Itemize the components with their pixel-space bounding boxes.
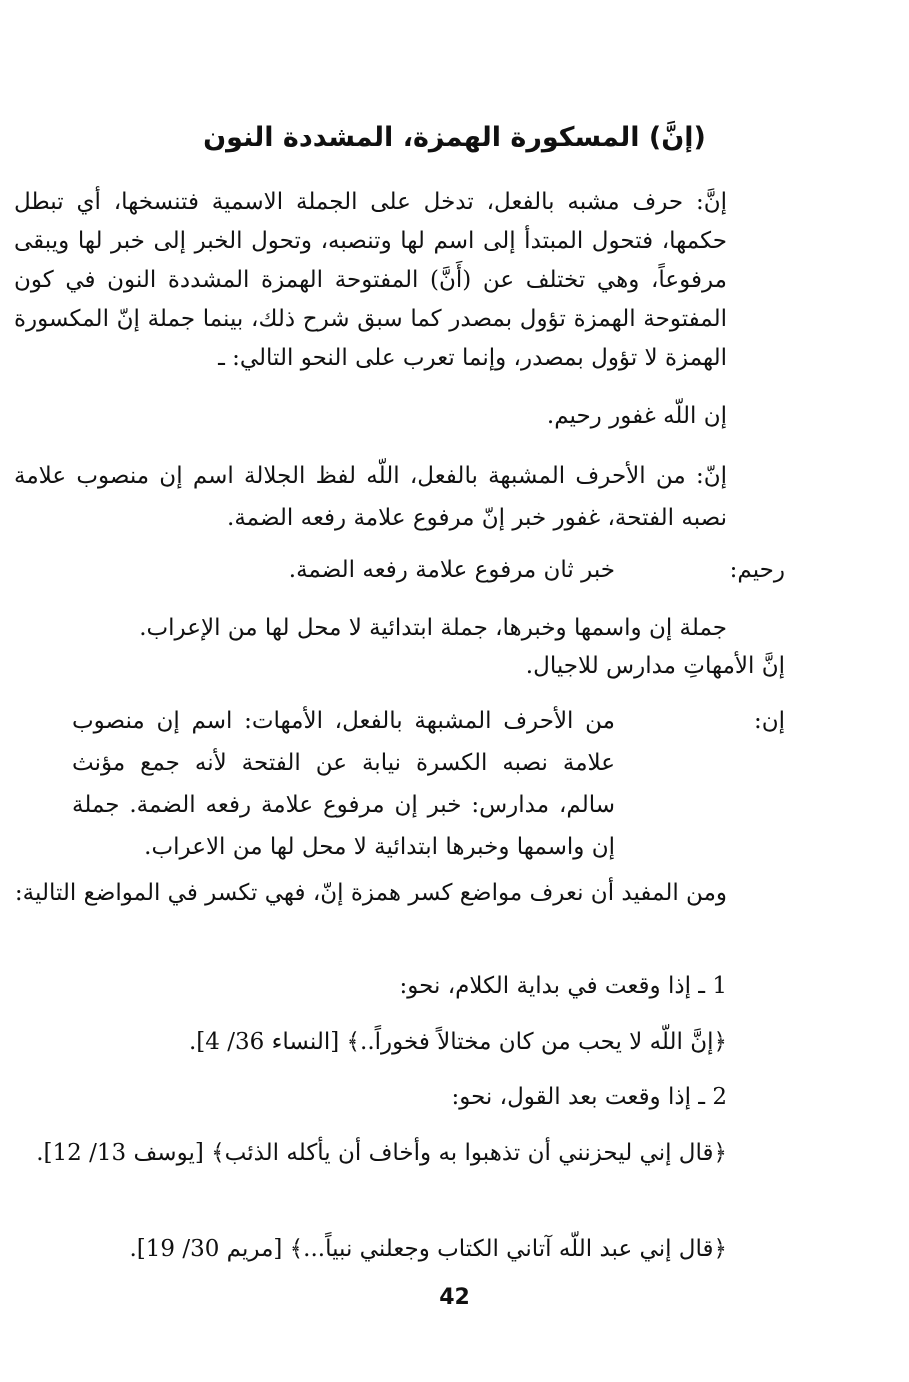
- page-title: (إنَّ) المسكورة الهمزة، المشددة النون: [203, 122, 706, 153]
- quran-verse-2: ﴿قال إني ليحزنني أن تذهبوا به وأخاف أن يأكله الذئب﴾ [يوسف 13/ 12].: [36, 1140, 727, 1166]
- parse-paragraph-2: جملة إن واسمها وخبرها، جملة ابتدائية لا محل لها من الإعراب.: [139, 615, 727, 641]
- parse-row-raheem: [72, 550, 785, 590]
- quran-verse-3: ﴿قال إني عبد اللّه آتاني الكتاب وجعلني نبياً...﴾ [مريم 30/ 19].: [129, 1236, 727, 1262]
- parse-row-inna: [72, 700, 785, 870]
- useful-paragraph: ومن المفيد أن نعرف مواضع كسر همزة إنّ، فهي تكسر في المواضع التالية:: [14, 880, 727, 906]
- example-sentence-2: إنَّ الأمهاتِ مدارس للاجيال.: [525, 653, 785, 679]
- parse-row-text: من الأحرف المشبهة بالفعل، الأمهات: اسم إن منصوب علامة نصبه الكسرة نيابة عن الفتحة لأنه جمع مؤنث سالم، مدارس: خبر إن مرفوع علامة رفعه الضمة. جملة إن واسمها وخبرها ابتدائية لا محل لها من الاعراب.: [72, 708, 615, 860]
- page-number: 42: [439, 1285, 470, 1310]
- example-sentence-1: إن اللّه غفور رحيم.: [546, 403, 727, 429]
- case-1-heading: 1 ـ إذا وقعت في بداية الكلام، نحو:: [399, 973, 727, 999]
- parse-row-text: خبر ثان مرفوع علامة رفعه الضمة.: [288, 557, 615, 583]
- case-2-heading: 2 ـ إذا وقعت بعد القول، نحو:: [451, 1084, 727, 1110]
- quran-verse-1: ﴿إنَّ اللّه لا يحب من كان مختالاً فخوراً..﴾ [النساء 36/ 4].: [188, 1029, 727, 1055]
- parse-row-label: إن:: [753, 708, 785, 734]
- parse-paragraph-1: إنّ: من الأحرف المشبهة بالفعل، اللّه لفظ الجلالة اسم إن منصوب علامة نصبه الفتحة، غفور خبر إنّ مرفوع علامة رفعه الضمة.: [14, 463, 727, 531]
- parse-row-label: رحيم:: [729, 557, 785, 583]
- intro-paragraph: إنَّ: حرف مشبه بالفعل، تدخل على الجملة الاسمية فتنسخها، أي تبطل حكمها، فتحول المبتدأ إلى اسم لها وتنصبه، وتحول الخبر إلى خبر لها ويبقى مرفوعاً، وهي تختلف عن (أَنَّ) المفتوحة الهمزة المشددة النون في كون المفتوحة الهمزة تؤول بمصدر كما سبق شرح ذلك، بينما جملة إنّ المكسورة الهمزة لا تؤول بمصدر، وإنما تعرب على النحو التالي: ـ: [14, 189, 727, 371]
